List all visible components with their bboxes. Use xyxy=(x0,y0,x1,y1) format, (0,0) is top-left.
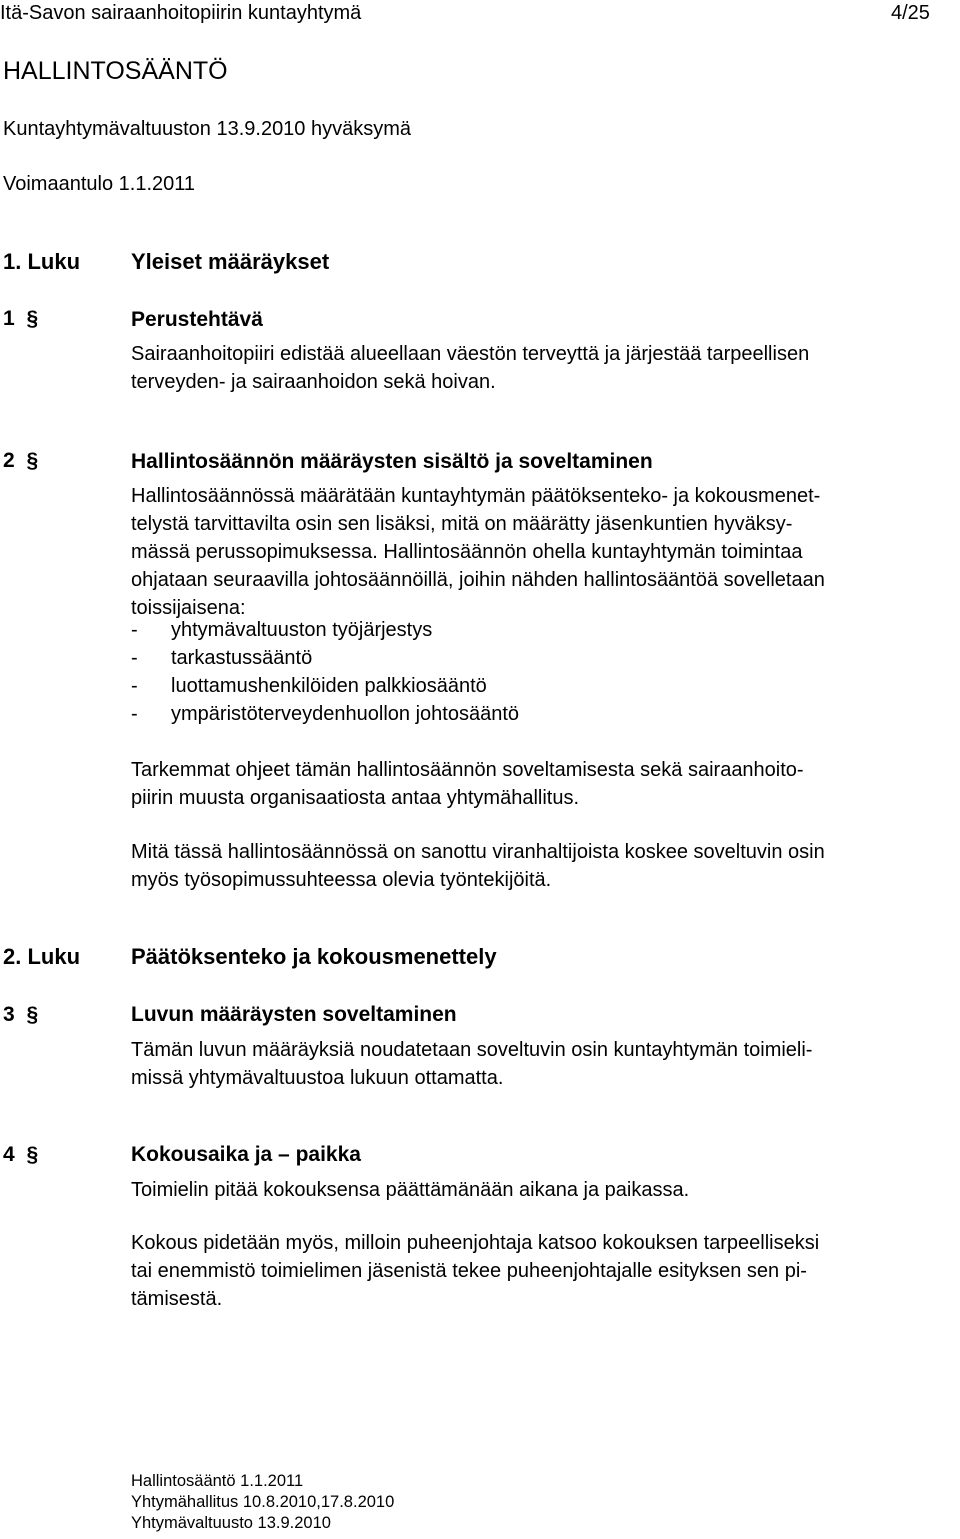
approval-note: Kuntayhtymävaltuuston 13.9.2010 hyväksymä xyxy=(3,118,412,140)
list-dash: - xyxy=(131,647,138,669)
section-4-text: Toimielin pitää kokouksensa päättämänään aikana ja paikassa. xyxy=(131,1179,690,1201)
text-line: missä yhtymävaltuustoa lukuun ottamatta. xyxy=(131,1067,504,1089)
document-title: HALLINTOSÄÄNTÖ xyxy=(3,57,228,85)
text-line: tämisestä. xyxy=(131,1288,223,1310)
page-number: 4/25 xyxy=(891,2,930,24)
list-dash: - xyxy=(131,703,138,725)
list-item-text: yhtymävaltuuston työjärjestys xyxy=(171,619,433,641)
text-line: ohjataan seuraavilla johtosäännöillä, joihin nähden hallintosääntöä sovelletaan xyxy=(131,569,825,591)
footer-line: Hallintosääntö 1.1.2011 xyxy=(131,1472,304,1490)
section-3-title: Luvun määräysten soveltaminen xyxy=(131,1003,457,1026)
text-line: Tämän luvun määräyksiä noudatetaan soveltuvin osin kuntayhtymän toimieli- xyxy=(131,1039,813,1061)
section-3-number: 3 xyxy=(3,1003,15,1026)
section-1-number: 1 xyxy=(3,307,15,330)
list-dash: - xyxy=(131,675,138,697)
section-1-text xyxy=(131,340,809,396)
text-line: Kokous pidetään myös, milloin puheenjohtaja katsoo kokouksen tarpeelliseksi xyxy=(131,1232,820,1254)
text-line: mässä perussopimuksessa. Hallintosäännön ohella kuntayhtymän toimintaa xyxy=(131,541,803,563)
text-line: terveyden- ja sairaanhoidon sekä hoivan. xyxy=(131,371,496,393)
text-line: Tarkemmat ohjeet tämän hallintosäännön soveltamisesta sekä sairaanhoito- xyxy=(131,759,804,781)
list-item xyxy=(131,703,519,726)
section-4-number: 4 xyxy=(3,1143,15,1166)
section-4-title: Kokousaika ja – paikka xyxy=(131,1143,361,1166)
list-dash: - xyxy=(131,619,138,641)
section-symbol-icon: § xyxy=(26,1003,39,1026)
text-line: piirin muusta organisaatiosta antaa yhtymähallitus. xyxy=(131,787,580,809)
list-item xyxy=(131,675,487,698)
text-line: Mitä tässä hallintosäännössä on sanottu viranhaltijoista koskee soveltuvin osin xyxy=(131,841,825,863)
text-line: telystä tarvittavilta osin sen lisäksi, mitä on määrätty jäsenkuntien hyväksy- xyxy=(131,513,793,535)
list-item-text: luottamushenkilöiden palkkiosääntö xyxy=(171,675,487,697)
chapter-2-number: 2. Luku xyxy=(3,944,81,969)
list-item xyxy=(131,647,312,670)
section-symbol-icon: § xyxy=(26,1143,39,1166)
text-line: Sairaanhoitopiiri edistää alueellaan väestön terveyttä ja järjestää tarpeellisen xyxy=(131,343,810,365)
text-line: toissijaisena: xyxy=(131,597,246,619)
section-2-title: Hallintosäännön määräysten sisältö ja soveltaminen xyxy=(131,450,653,473)
section-3-text xyxy=(131,1036,812,1092)
section-symbol-icon: § xyxy=(26,449,39,472)
section-4-meeting-text xyxy=(131,1229,819,1313)
text-line: myös työsopimussuhteessa olevia työntekijöitä. xyxy=(131,869,552,891)
section-3-heading-number xyxy=(3,1003,38,1027)
chapter-2-title: Päätöksenteko ja kokousmenettely xyxy=(131,944,497,969)
footer-line: Yhtymävaltuusto 13.9.2010 xyxy=(131,1514,331,1532)
section-2-text xyxy=(131,482,825,622)
effective-date: Voimaantulo 1.1.2011 xyxy=(3,173,196,195)
list-item xyxy=(131,619,432,642)
organization-name: Itä-Savon sairaanhoitopiirin kuntayhtymä xyxy=(0,2,362,24)
chapter-1-title: Yleiset määräykset xyxy=(131,249,330,274)
list-item-text: tarkastussääntö xyxy=(171,647,313,669)
chapter-1-number: 1. Luku xyxy=(3,249,81,274)
list-item-text: ympäristöterveydenhuollon johtosääntö xyxy=(171,703,519,725)
section-2-employees xyxy=(131,838,825,894)
section-4-heading-number xyxy=(3,1143,38,1167)
section-2-number: 2 xyxy=(3,449,15,472)
section-symbol-icon: § xyxy=(26,307,39,330)
section-1-heading-number xyxy=(3,307,38,331)
text-line: tai enemmistö toimielimen jäsenistä tekee puheenjohtajalle esityksen sen pi- xyxy=(131,1260,807,1282)
text-line: Hallintosäännössä määrätään kuntayhtymän päätöksenteko- ja kokousmenet- xyxy=(131,485,821,507)
footer-line: Yhtymähallitus 10.8.2010,17.8.2010 xyxy=(131,1493,395,1511)
section-2-guidance xyxy=(131,756,804,812)
footer xyxy=(131,1471,394,1534)
section-1-title: Perustehtävä xyxy=(131,308,263,331)
section-2-heading-number xyxy=(3,449,38,473)
